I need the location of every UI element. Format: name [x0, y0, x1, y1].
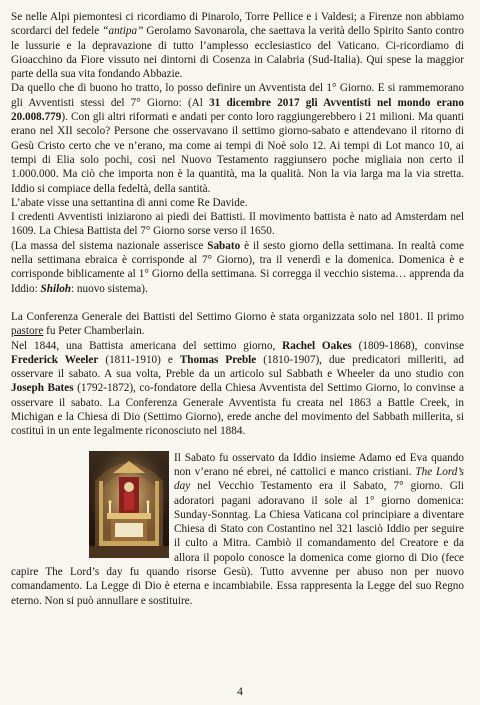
pastore-link-text: pastore	[11, 325, 44, 338]
sabato-term: Sabato	[207, 239, 241, 252]
church-altar-icon	[89, 451, 169, 558]
paragraph-sabato: Il Sabato fu osservato da Iddio insieme Adamo ed Eva quando non v’erano né ebrei, né cattolici e manco cristiani. The Lord’s day nel Vecchio Testamento era il Sabato, 7° giorno. Gli adoratori pagani adoravano il sole al 1° giorno domenica: Sunday-Sonntag. La Chiesa Vaticana col principiare a diventare Chiesa di Stato con Costantino nel 321 lasciò Iddio per seguire il culto a Mitra. Cambiò il comandamento del Creatore e da allora il popolo conosce la domenica come giorno di Dio (fece capire The Lord’s day fu quando risorse Gesù). Tutto avvenne per abuso non per nuovo comandamento. La Legge di Dio è eterna e incambiabile. Essa rappresenta la Legge del suo Regno eterno. Non si può annullare e sostituire.	[11, 451, 465, 607]
paragraph-abate: L’abate visse una settantina di anni come Re Davide.	[11, 196, 248, 209]
paragraph-sabato-note: (La massa del sistema nazionale asserisce Sabato è il sesto giorno della settimana. In realtà come nella settimana ebraica è corrisponde al 7° Giorno), tra il venerdì e la domenica. Domenica è e corrisponde biblicamente al 1° Giorno della settimana. Si corregga il vecchio sistema… apprenda da Iddio: Shiloh: nuovo sistema).	[11, 239, 464, 295]
shiloh-term: Shiloh	[40, 282, 72, 295]
name-thomas-preble: Thomas Preble	[179, 353, 257, 366]
name-rachel-oakes: Rachel Oakes	[282, 339, 352, 352]
antipa-term: “antipa”	[102, 25, 144, 38]
adventist-statistic: 31 dicembre 2017 gli Avventisti nel mondo erano 20.008.779	[11, 96, 464, 124]
church-altar-photo	[89, 451, 169, 558]
lords-day-term: The Lord’s day	[174, 465, 465, 493]
name-frederick-weeler: Frederick Weeler	[11, 353, 99, 366]
paragraph-1844: Nel 1844, una Battista americana del settimo giorno, Rachel Oakes (1809-1868), convinse Frederick Weeler (1811-1910) e Thomas Preble (1810-1907), due predicatori milleriti, ad osservare il sabato. A sua volta, Preble da un articolo sul Sabbath e Wheeler da uno studio con Joseph Bates (1792-1872), co-fondatore della Chiesa Avventista del Settimo Giorno, lo convinse a osservare il sabato. La Conferenza Generale Avventista fu creata nel 1863 a Battle Creek, in Michigan e la Chiesa di Dio (Settimo Giorno), erede anche del movimento del Sabbath millerita, si costituì in un ente legalmente riconosciuto nel 1884.	[11, 339, 464, 438]
paragraph-savonarola: Se nelle Alpi piemontesi ci ricordiamo di Pinarolo, Torre Pellice e i Valdesi; a Firenze non abbiamo scordarci del fedele “antipa” Gerolamo Savonarola, che saettava la verità dello Spirito Santo contro le lussurie e la depravazione di tutto l’amplesso ecclesiastico del Vaticano. Ci-ricordiamo di Gioacchino da Fiore vissuto nei dintorni di Cosenza in Calabria (Sud-Italia). Qui spese la maggior parte della sua vita fondando Abbazie.	[11, 11, 464, 81]
paragraph-avventista: Da quello che di buono ho tratto, lo posso definire un Avventista del 1° Giorno. E si rammemorano gli Avventisti stessi del 7° Giorno: (Al 31 dicembre 2017 gli Avventisti nel mondo erano 20.008.779). Con gli altri riformati e andati per conto loro raggiungerebbero i 21 milioni. Ma quanti erano nel XII secolo? Persone che osservavano il settimo giorno-sabato e attendevano il ritorno di Gesù Cristo certo che ve n’erano, ma come ai tempi di Noè solo 12. Ai tempi di Lot manco 10, ai tempi di Elia solo pochi, così nel Nuovo Testamento raggiunsero poche migliaia non certo il 1.000.000. Ma ciò che importa non è la quantità, ma la qualità. Non la via larga ma la via stretta. Iddio si compiace della fedeltà, della santità.	[11, 82, 464, 195]
page-number: 4	[237, 684, 243, 698]
paragraph-battisti: I credenti Avventisti iniziarono ai piedi dei Battisti. Il movimento battista è nato ad Amsterdam nel 1609. La Chiesa Battista del 7° Giorno sorse verso il 1650.	[11, 211, 464, 238]
name-joseph-bates: Joseph Bates	[11, 382, 74, 395]
paragraph-conferenza: La Conferenza Generale dei Battisti del Settimo Giorno è stata organizzata solo nel 1801. Il primo pastore fu Peter Chamberlain.	[11, 310, 464, 338]
